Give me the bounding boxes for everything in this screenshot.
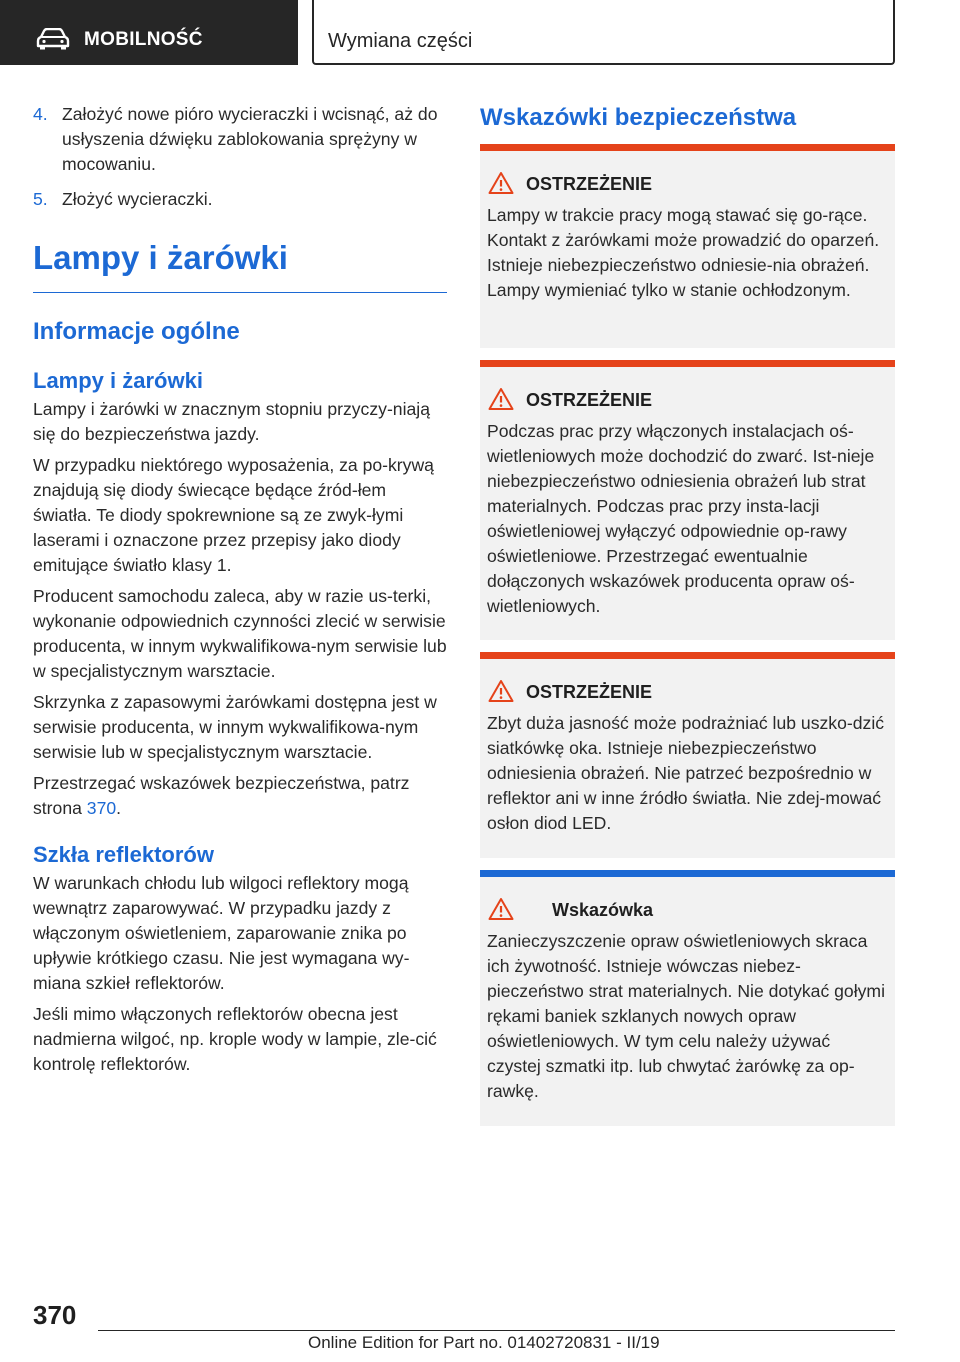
note-text: Zanieczyszczenie opraw oświetleniowych skraca ich żywotność. Istnieje wówczas niebez-pieczeństwo strat materialnych. Nie dotykać gołymi rękami baniek szklanych nowych opraw oświetleniowych. W tym celu należy używać czystej szmatki itp. lub chwytać żarówkę za op-rawkę. [487,931,885,1101]
safety-heading: Wskazówki bezpieczeństwa [480,104,797,131]
footer-divider [98,1330,895,1331]
edition-text: Online Edition for Part no. 01402720831 - II/19 [308,1333,660,1352]
step-item [33,102,447,177]
page-number: 370 [33,1300,77,1330]
warning-label: OSTRZEŻENIE [526,682,653,702]
left-column [33,102,447,1077]
note-bar [480,870,895,877]
warning-box [480,652,895,858]
warning-bar [480,144,895,151]
general-heading: Informacje ogólne [33,318,240,345]
paragraph-text: Przestrzegać wskazówek bezpieczeństwa, patrz strona [33,773,410,818]
chapter-header [312,0,895,65]
warning-box [480,144,895,348]
note-label: Wskazówka [552,900,654,920]
section-title: MOBILNOŚĆ [84,29,203,50]
paragraph: W warunkach chłodu lub wilgoci reflektory mogą wewnątrz zaparowywać. W przypadku jazdy z włączonym oświetleniem, zaparowanie znika po upływie krótkiego czasu. Nie jest wymagana wy-miana szkieł reflektorów. [33,873,410,993]
car-icon [36,28,70,50]
warning-text: Podczas prac przy włączonych instalacjach oś-wietleniowych może dochodzić do zwarć. Ist-nieje niebezpieczeństwo odniesienia obrażeń lub strat materialnych. Podczas prac przy insta-lacji oświetleniowej wyłączyć odpowiednie op-rawy oświetleniowe. Przestrzegać ewentualnie dołączonych wskazówek producenta opraw oś-wietleniowych. [487,421,875,616]
warning-header [480,171,895,197]
paragraph: W przypadku niektórego wyposażenia, za po-krywą znajdują się diody świecące będące źród-łem światła. Te diody spokrewnione są ze zwyk-łymi laserami i oznaczone przez przepisy jako diody emitujące światło klasy 1. [33,455,434,575]
warning-text: Lampy w trakcie pracy mogą stawać się go-rące. Kontakt z żarówkami może prowadzić do oparzeń. Istnieje niebezpieczeństwo odniesie-nia obrażeń. Lampy wymieniać tylko w stanie ochłodzonym. [487,205,880,300]
warning-bar [480,360,895,367]
paragraph: Lampy i żarówki w znacznym stopniu przyczy-niają się do bezpieczeństwa jazdy. [33,399,430,444]
step-number: 4. [33,104,48,124]
right-column [480,102,895,1101]
warning-triangle-icon [488,387,514,411]
paragraph: Jeśli mimo włączonych reflektorów obecna jest nadmierna wilgoć, np. krople wody w lampie, zle-cić kontrolę reflektorów. [33,1004,437,1074]
warning-label: OSTRZEŻENIE [526,390,653,410]
lamps-subheading: Lampy i żarówki [33,368,203,393]
main-heading: Lampy i żarówki [33,238,447,293]
glass-subheading: Szkła reflektorów [33,842,214,867]
warning-triangle-icon [488,679,514,703]
paragraph [33,771,447,821]
chapter-title: Wymiana części [328,30,473,52]
warning-header [480,679,895,705]
page-link[interactable]: 370 [86,798,117,818]
paragraph: Producent samochodu zaleca, aby w razie us-terki, wykonanie odpowiednich czynności zlecić w serwisie producenta, w innym wykwalifikowa-nym serwisie lub w specjalistycznym warsztacie. [33,586,447,681]
note-box [480,870,895,1126]
step-text: Założyć nowe pióro wycieraczki i wcisnąć, aż do usłyszenia dźwięku zablokowania sprężyny w mocowaniu. [62,104,438,174]
warning-label: OSTRZEŻENIE [526,174,653,194]
step-number: 5. [33,189,48,209]
warning-triangle-icon [488,171,514,195]
paragraph: Skrzynka z zapasowymi żarówkami dostępna jest w serwisie producenta, w innym wykwalifikowa-nym serwisie lub w specjalistycznym warsztacie. [33,692,437,762]
section-header [0,0,298,65]
warning-header [480,387,895,413]
note-header [480,897,895,923]
step-text: Złożyć wycieraczki. [62,189,213,209]
warning-triangle-icon [488,897,514,921]
paragraph-end: . [116,798,122,818]
warning-box [480,360,895,640]
warning-text: Zbyt duża jasność może podrażniać lub uszko-dzić siatkówkę oka. Istnieje niebezpieczeństwo odniesienia obrażeń. Nie patrzeć bezpośrednio w reflektor ani w inne źródło światła. Nie zdej-mować osłon diod LED. [487,713,885,833]
step-item [33,187,447,212]
warning-bar [480,652,895,659]
